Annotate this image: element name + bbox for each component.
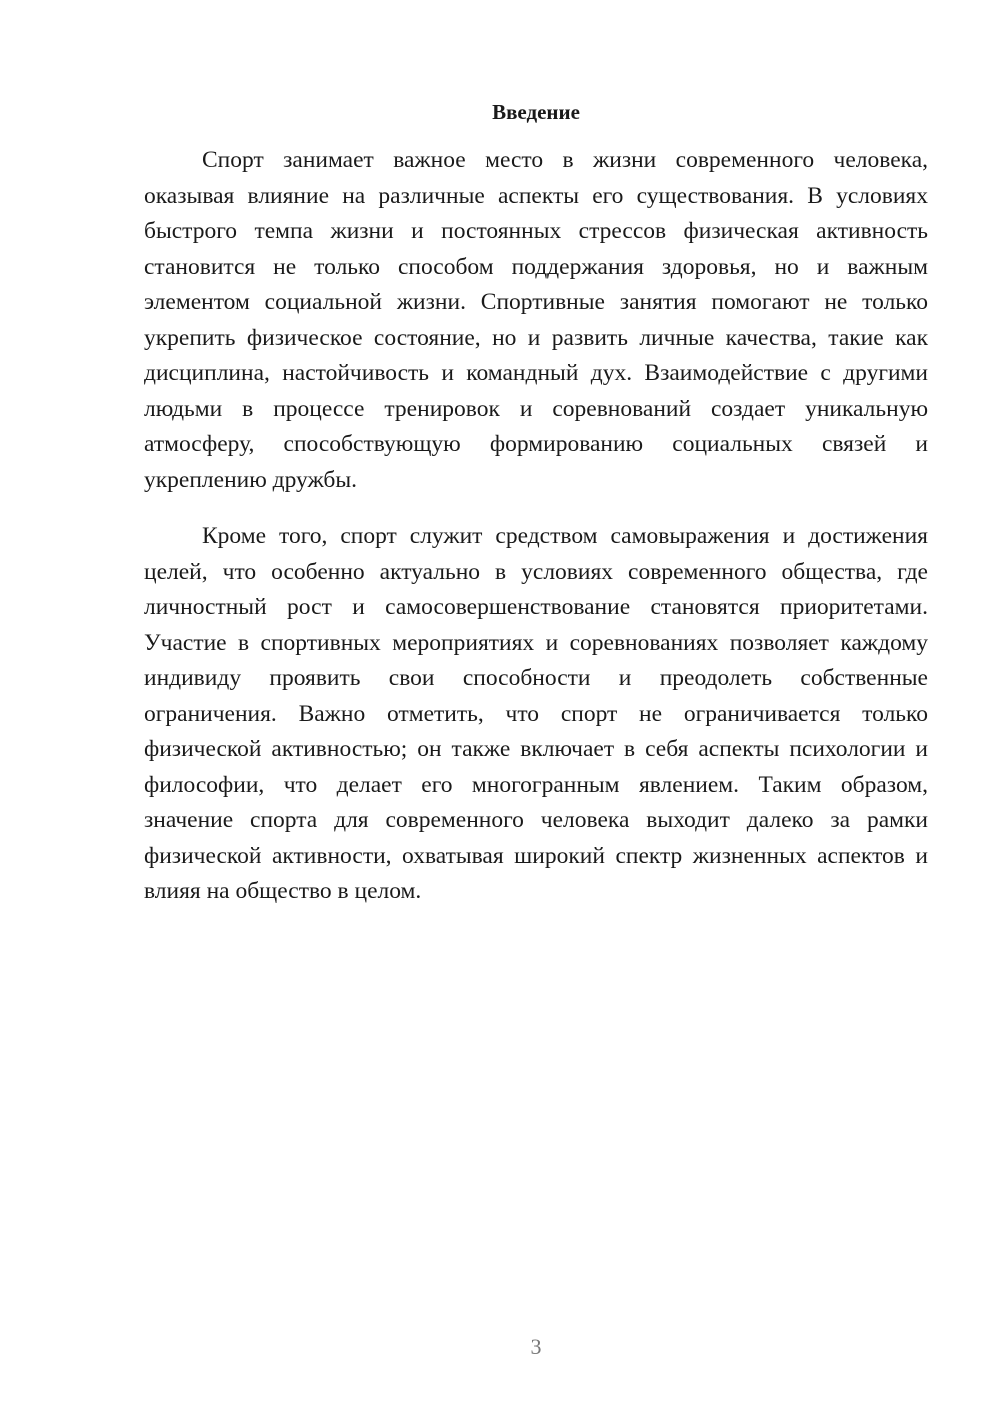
page-number: 3 [530,1334,542,1359]
body-text [144,143,928,931]
paragraph: Спорт занимает важное место в жизни современного человека, оказывая влияние на различные аспекты его существования. В условиях быстрого темпа жизни и постоянных стрессов физическая активность становится не только способом поддержания здоровья, но и важным элементом социальной жизни. Спортивные занятия помогают не только укрепить физическое состояние, но и развить личные качества, такие как дисциплина, настойчивость и командный дух. Взаимодействие с другими людьми в процессе тренировок и соревнований создает уникальную атмосферу, способствующую формированию социальных связей и укреплению дружбы. [144,147,928,493]
paragraph: Кроме того, спорт служит средством самовыражения и достижения целей, что особенно актуально в условиях современного общества, где личностный рост и самосовершенствование становятся приоритетами. Участие в спортивных мероприятиях и соревнованиях позволяет каждому индивиду проявить свои способности и преодолеть собственные ограничения. Важно отметить, что спорт не ограничивается только физической активностью; он также включает в себя аспекты психологии и философии, что делает его многогранным явлением. Таким образом, значение спорта для современного человека выходит далеко за рамки физической активности, охватывая широкий спектр жизненных аспектов и влияя на общество в целом. [144,523,928,904]
section-title: Введение [492,100,580,124]
